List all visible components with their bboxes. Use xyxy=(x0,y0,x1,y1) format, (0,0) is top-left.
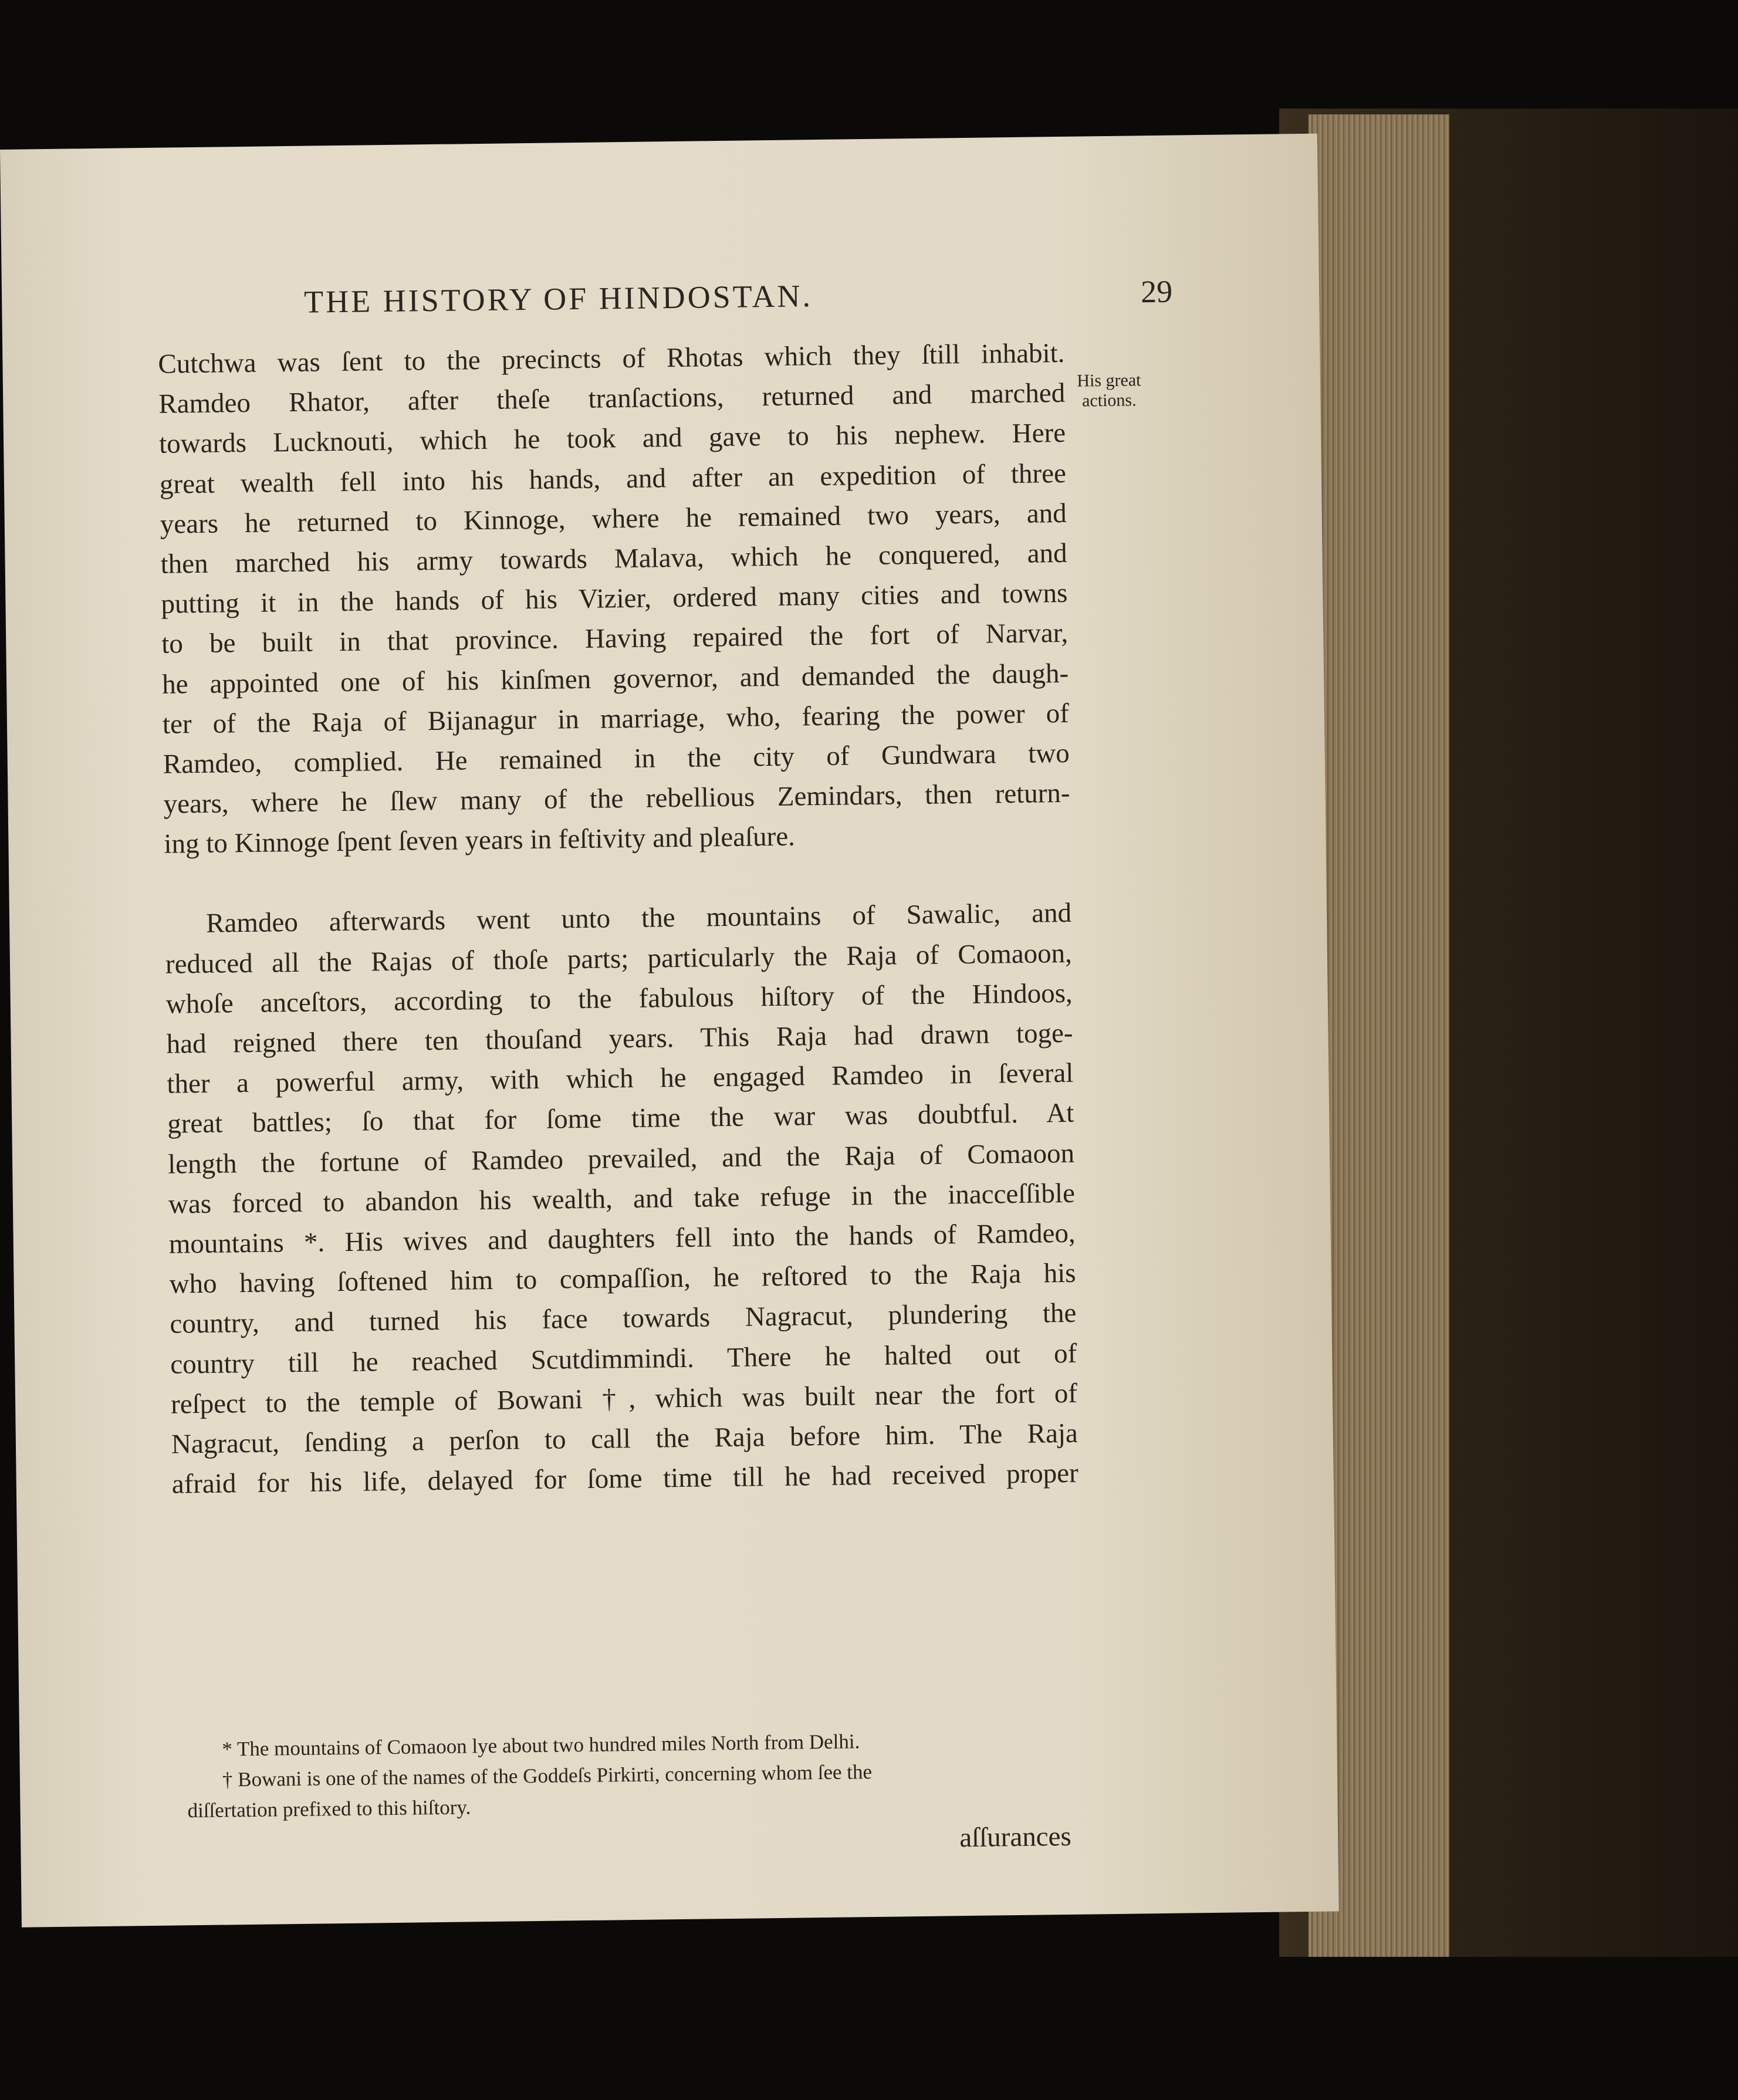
footnote: * The mountains of Comaoon lye about two hundred miles North from Delhi. xyxy=(222,1730,860,1761)
text-line: country, and turned his face towards Nagracut, plundering the xyxy=(170,1298,1077,1340)
text-line: reſpect to the temple of Bowani †, which was built near the fort of xyxy=(170,1378,1078,1420)
text-line: putting it in the hands of his Vizier, ordered many cities and towns xyxy=(161,577,1068,620)
text-line: years he returned to Kinnoge, where he remained two years, and xyxy=(160,498,1067,540)
text-line: reduced all the Rajas of thoſe parts; particularly the Raja of Comaoon, xyxy=(165,938,1073,980)
running-head xyxy=(304,273,1173,325)
text-line: Ramdeo, complied. He remained in the city of Gundwara two xyxy=(163,738,1070,780)
text-line: Cutchwa was ſent to the precincts of Rhotas which they ſtill inhabit. xyxy=(158,337,1065,380)
text-line: Ramdeo Rhator, after theſe tranſactions, returned and marched xyxy=(158,378,1066,420)
body-text xyxy=(158,333,1078,1504)
text-line: country till he reached Scutdimmindi. There he halted out of xyxy=(170,1338,1077,1380)
text-line: whoſe anceſtors, according to the fabulous hiſtory of the Hindoos, xyxy=(165,978,1073,1020)
text-line: ther a powerful army, with which he engaged Ramdeo in ſeveral xyxy=(167,1057,1074,1100)
text-line: who having ſoftened him to compaſſion, he reſtored to the Raja his xyxy=(169,1257,1076,1300)
text-line: afraid for his life, delayed for ſome time till he had received proper xyxy=(171,1458,1079,1500)
page-title: THE HISTORY OF HINDOSTAN. xyxy=(303,278,813,320)
text-line: had reigned there ten thouſand years. This Raja had drawn toge- xyxy=(166,1017,1073,1060)
text-line: towards Lucknouti, which he took and gave to his nephew. Here xyxy=(158,418,1066,460)
text-line: he appointed one of his kinſmen governor, and demanded the daugh- xyxy=(161,658,1069,700)
page-number: 29 xyxy=(1140,273,1173,310)
text-line: length the fortune of Ramdeo prevailed, and the Raja of Comaoon xyxy=(167,1138,1075,1180)
text-line: was forced to abandon his wealth, and take refuge in the inacceſſible xyxy=(168,1178,1076,1220)
paragraph-2 xyxy=(165,893,1078,1504)
footnote: † Bowani is one of the names of the Goddeſs Pirkirti, concerning whom ſee the xyxy=(222,1760,873,1791)
text-line: ing to Kinnoge ſpent ſeven years in feſtivity and pleaſure. xyxy=(164,821,796,860)
text-line: great wealth fell into his hands, and after an expedition of three xyxy=(159,458,1067,500)
text-line: ter of the Raja of Bijanagur in marriage, who, fearing the power of xyxy=(162,698,1070,740)
text-line: then marched his army towards Malava, which he conquered, and xyxy=(160,537,1067,580)
text-line: years, where he ſlew many of the rebellious Zemindars, then return- xyxy=(163,777,1070,820)
text-line: mountains *. His wives and daughters fell into the hands of Ramdeo, xyxy=(168,1218,1076,1260)
text-line: Nagracut, ſending a perſon to call the Raja before him. The Raja xyxy=(171,1418,1078,1460)
catchword: aſſurances xyxy=(959,1821,1072,1854)
text-line: to be built in that province. Having repaired the fort of Narvar, xyxy=(161,618,1069,660)
footnote: diſſertation prefixed to this hiſtory. xyxy=(187,1795,471,1822)
paragraph-1 xyxy=(158,333,1071,864)
marginal-note: His great actions. xyxy=(1077,370,1141,411)
footnotes xyxy=(187,1723,1103,1826)
text-line: great battles; ſo that for ſome time the war was doubtful. At xyxy=(167,1098,1074,1140)
text-line: Ramdeo afterwards went unto the mountains of Sawalic, and xyxy=(205,898,1072,939)
book-page xyxy=(0,134,1339,1927)
